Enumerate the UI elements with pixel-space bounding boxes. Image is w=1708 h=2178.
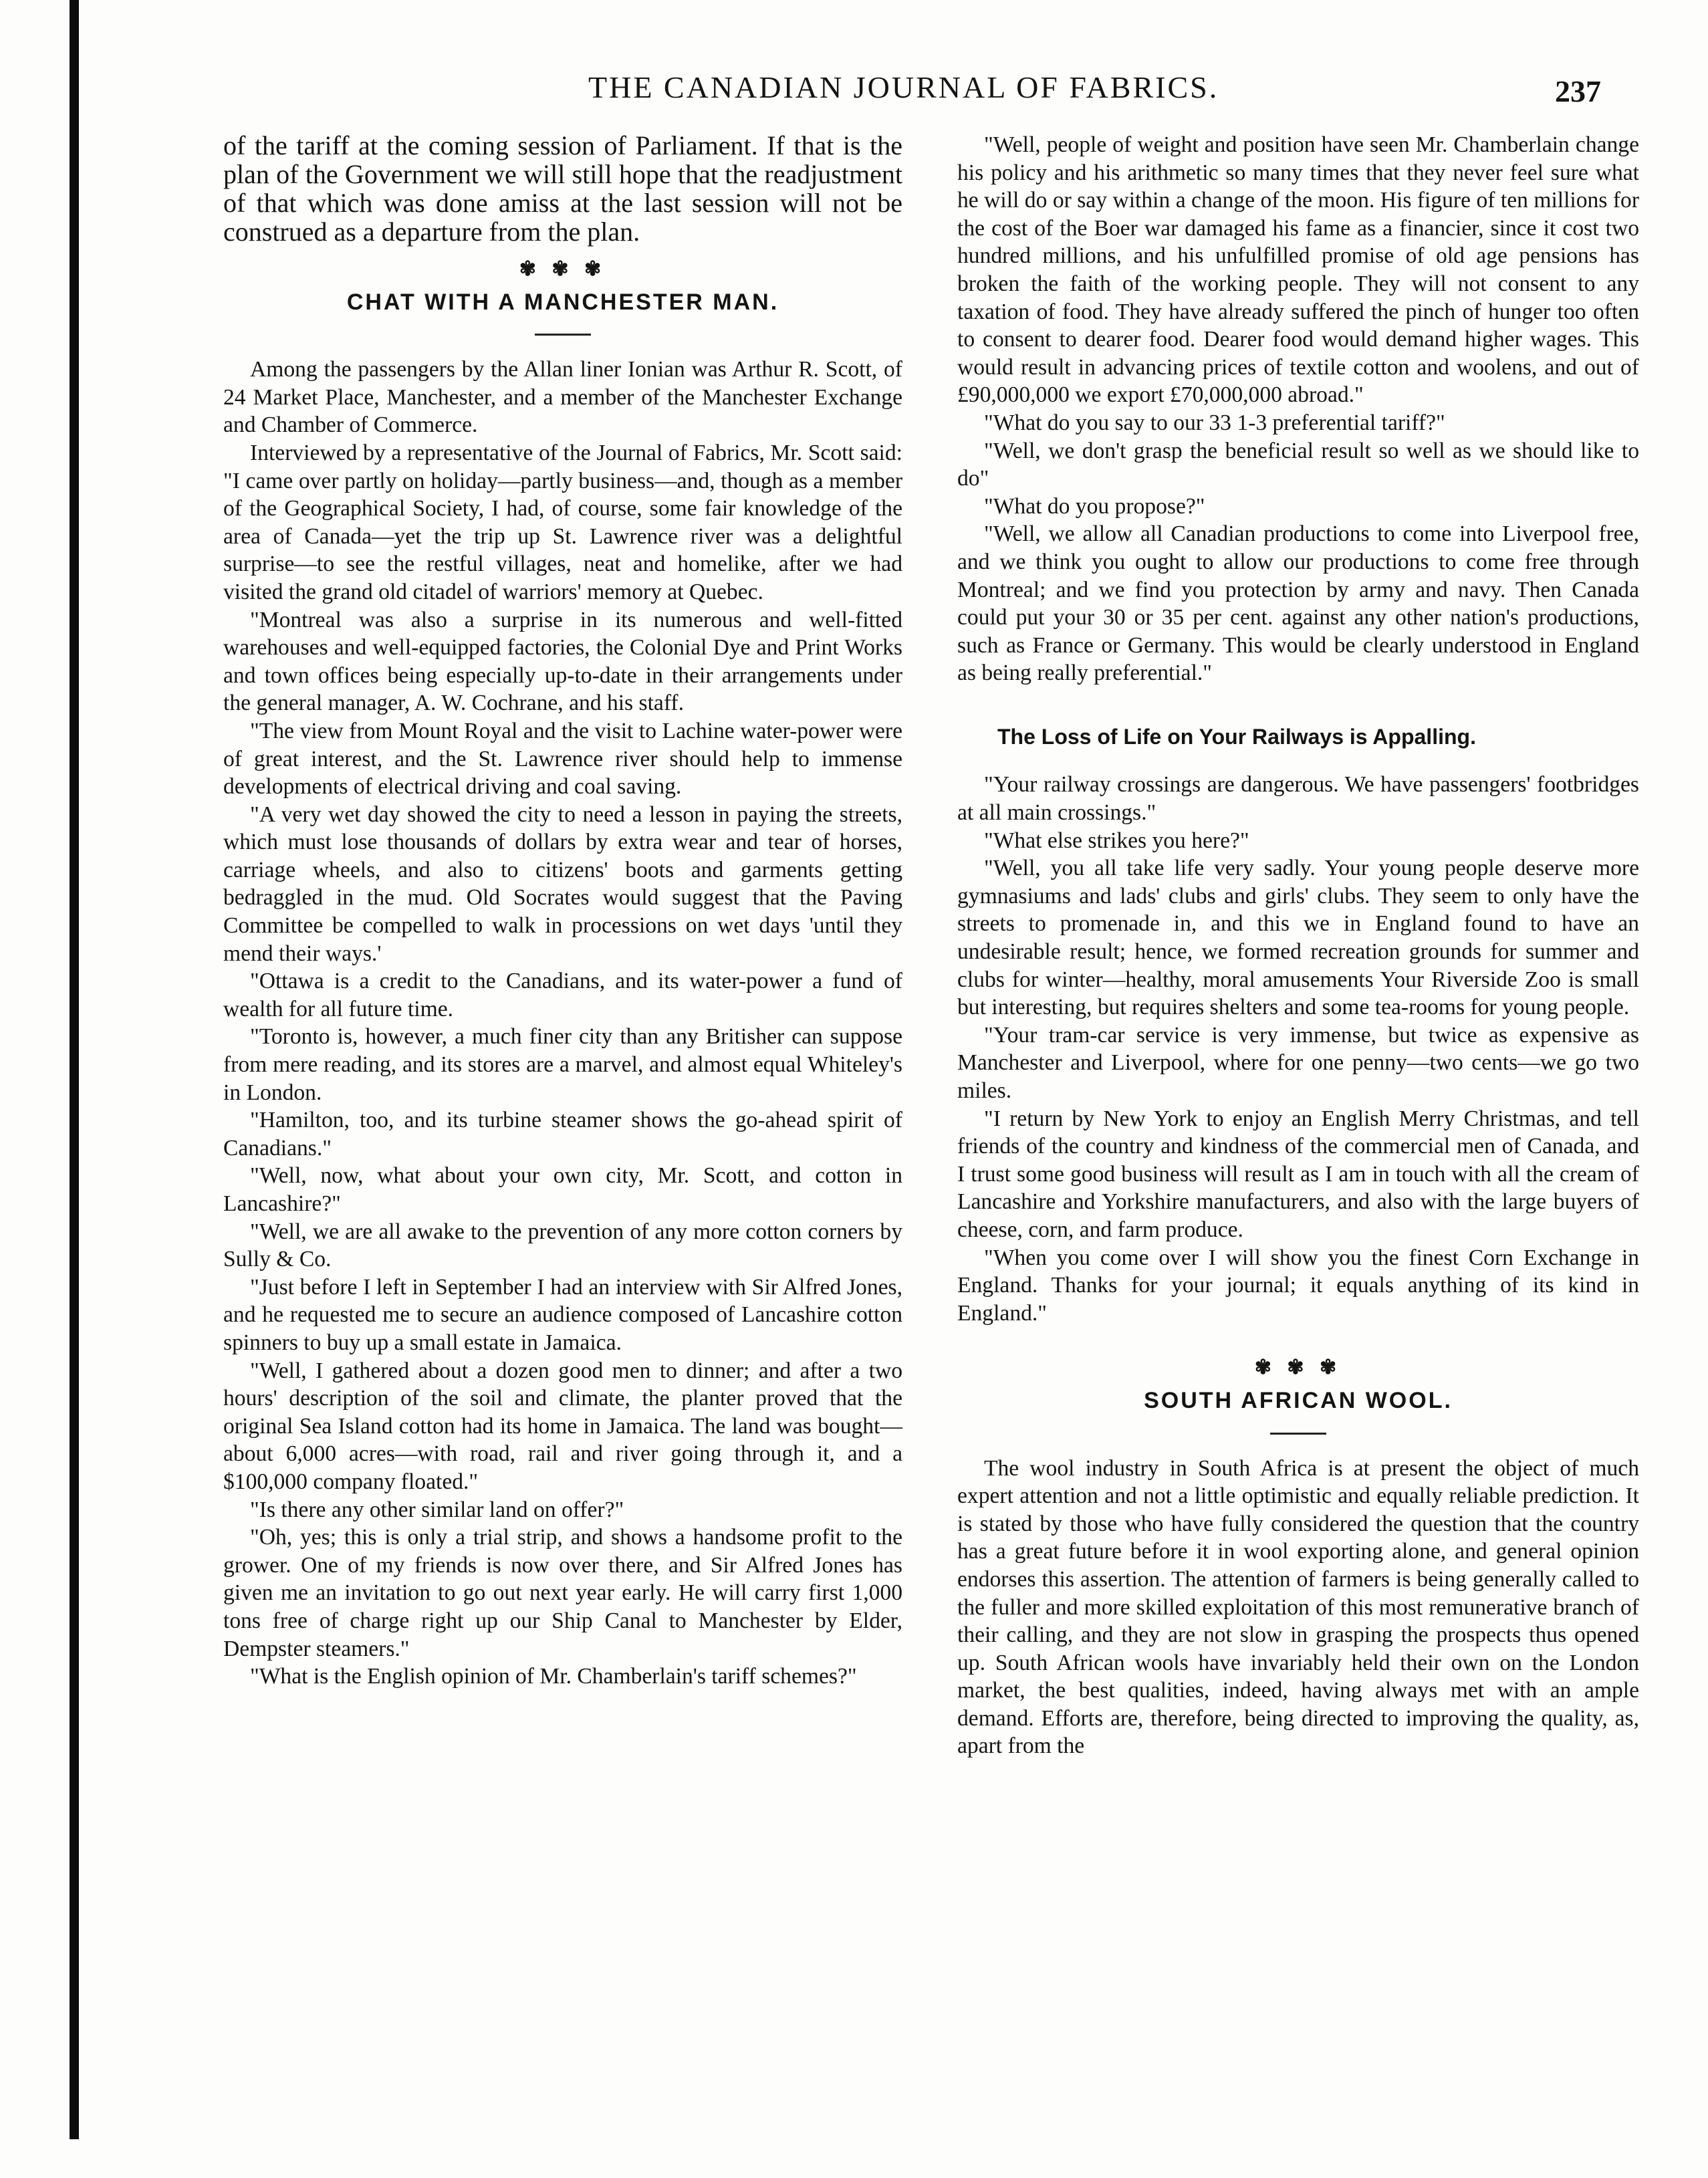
section-ornament: ✾ ✾ ✾ [519, 258, 607, 280]
paragraph: "Montreal was also a surprise in its numerous and well-fitted warehouses and well-equipped factories, the Colonial Dye and Print Works and town offices being especially up-to-date in their arrangements under the general manager, A. W. Cochrane, and his staff. [223, 607, 902, 716]
paragraph: "Well, people of weight and position have seen Mr. Chamberlain change his policy and his arithmetic so many times that they never feel sure what he will do or say within a change of the moon. His figure of ten millions for the cost of the Boer war damaged his fame as a financier, since it cost two hundred millions, and his unfulfilled promise of old age pensions has broken the faith of the working people. They will not consent to any taxation of food. They have already suffered the pinch of hunger too often to consent to dearer food. Dearer food would demand higher wages. This would result in advancing prices of textile cotton and woolens, and out of £90,000,000 we export £70,000,000 abroad." [957, 132, 1639, 408]
heading-rule [535, 334, 591, 336]
paragraph: "What do you say to our 33 1-3 preferential tariff?" [984, 410, 1445, 435]
right-column [957, 131, 1639, 1760]
article-heading: SOUTH AFRICAN WOOL. [1144, 1387, 1453, 1413]
left-column [223, 131, 902, 1691]
paragraph: "Hamilton, too, and its turbine steamer shows the go-ahead spirit of Canadians." [223, 1108, 902, 1161]
railway-subheading: The Loss of Life on Your Railways is Appalling. [997, 724, 1476, 749]
paragraph: "Toronto is, however, a much finer city than any Britisher can suppose from mere reading, and its stores are a marvel, and almost equal Whiteley's in London. [223, 1024, 902, 1105]
running-head: THE CANADIAN JOURNAL OF FABRICS. [588, 70, 1219, 104]
paragraph: The wool industry in South Africa is at present the object of much expert attention and not a little optimistic and equally reliable prediction. It is stated by those who have fully considered the question that the country has a great future before it in wool exporting alone, and general opinion endorses this assertion. The attention of farmers is being generally called to the fuller and more skilled exploitation of this most remunerative branch of their calling, and they are not slow in grasping the prospects thus opened up. South African wools have invariably held their own on the London market, the best qualities, indeed, having always met with an ample demand. Efforts are, therefore, being directed to improving the quality, as, apart from the [957, 1455, 1639, 1759]
paragraph: "Ottawa is a credit to the Canadians, and its water-power a fund of wealth for all future time. [223, 969, 902, 1021]
paragraph: "Your tram-car service is very immense, but twice as expensive as Manchester and Liverpool, where for one penny—two cents—we go two miles. [957, 1022, 1639, 1103]
binding-rule [70, 0, 79, 2139]
paragraph: "I return by New York to enjoy an English Merry Christmas, and tell friends of the country and kindness of the commercial men of Canada, and I trust some good business will result as I am in touch with all the cream of Lancashire and Yorkshire manufacturers, and also with the large buyers of cheese, corn, and farm produce. [957, 1106, 1639, 1242]
heading-rule [1270, 1433, 1326, 1435]
paragraph: "A very wet day showed the city to need a lesson in paying the streets, which must lose thousands of dollars by extra wear and tear of horses, carriage wheels, and also to citizens' boots and garments getting bedraggled in the mud. Old Socrates would suggest that the Paving Committee be compelled to walk in processions on wet days 'until they mend their ways.' [223, 802, 902, 966]
paragraph: "Well, you all take life very sadly. Your young people deserve more gymnasiums and lads' clubs and girls' clubs. They seem to only have the streets to promenade in, and this we in England found to have an undesirable result; hence, we formed recreation grounds for summer and clubs for winter—healthy, moral amusements Your Riverside Zoo is small but interesting, but requires shelters and some tea-rooms for young people. [957, 856, 1639, 1020]
paragraph: "Well, we don't grasp the beneficial result so well as we should like to do" [957, 438, 1639, 491]
paragraph: "Just before I left in September I had an interview with Sir Alfred Jones, and he requested me to secure an audience composed of Lancashire cotton spinners to buy up a small estate in Jamaica. [223, 1274, 902, 1355]
section-ornament: ✾ ✾ ✾ [1254, 1356, 1342, 1379]
paragraph: "The view from Mount Royal and the visit to Lachine water-power were of great interest, and the St. Lawrence river should help to immense developments of electrical driving and coal saving. [223, 718, 902, 800]
paragraph: "Well, now, what about your own city, Mr. Scott, and cotton in Lancashire?" [223, 1163, 902, 1216]
paragraph: "Well, we allow all Canadian productions to come into Liverpool free, and we think you ought to allow our productions to come free through Montreal; and we find you protection by army and navy. Then Canada could put your 30 or 35 per cent. against any other nation's productions, such as France or Germany. This would be clearly understood in England as being really preferential." [957, 521, 1639, 686]
paragraph: "What do you propose?" [984, 493, 1205, 519]
paragraph: "What else strikes you here?" [984, 828, 1249, 853]
article-heading: CHAT WITH A MANCHESTER MAN. [346, 289, 779, 315]
paragraph: "What is the English opinion of Mr. Chamberlain's tariff schemes?" [250, 1664, 857, 1689]
page-number: 237 [1555, 74, 1601, 108]
paragraph: "Oh, yes; this is only a trial strip, and shows a handsome profit to the grower. One of my friends is now over there, and Sir Alfred Jones has given me an invitation to go out next year early. He will carry first 1,000 tons free of charge right up our Ship Canal to Manchester by Elder, Dempster steamers." [223, 1525, 902, 1661]
paragraph: Among the passengers by the Allan liner Ionian was Arthur R. Scott, of 24 Market Place, Manchester, and a member of the Manchester Exchange and Chamber of Commerce. [223, 357, 902, 438]
paragraph: "Your railway crossings are dangerous. We have passengers' footbridges at all main crossings." [957, 772, 1639, 826]
paragraph: "Is there any other similar land on offer?" [250, 1497, 624, 1522]
paragraph: "Well, we are all awake to the prevention of any more cotton corners by Sully & Co. [223, 1219, 902, 1272]
lead-paragraph: of the tariff at the coming session of Parliament. If that is the plan of the Government we will still hope that the readjustment of that which was done amiss at the last session will not be construed as a departure from the plan. [223, 130, 902, 247]
paragraph: "Well, I gathered about a dozen good men to dinner; and after a two hours' description of the soil and climate, the planter proved that the original Sea Island cotton had its home in Jamaica. The land was bought—about 6,000 acres—with road, rail and river going through it, and a $100,000 company floated." [223, 1358, 902, 1494]
paragraph: "When you come over I will show you the finest Corn Exchange in England. Thanks for your journal; it equals anything of its kind in England." [957, 1245, 1639, 1326]
paragraph: Interviewed by a representative of the Journal of Fabrics, Mr. Scott said: "I came over partly on holiday—partly business—and, though as a member of the Geographical Society, I had, of course, some fair knowledge of the area of Canada—yet the trip up St. Lawrence river was a delightful surprise—to see the restful villages, neat and homelike, after we had visited the grand old citadel of warriors' memory at Quebec. [223, 440, 902, 604]
